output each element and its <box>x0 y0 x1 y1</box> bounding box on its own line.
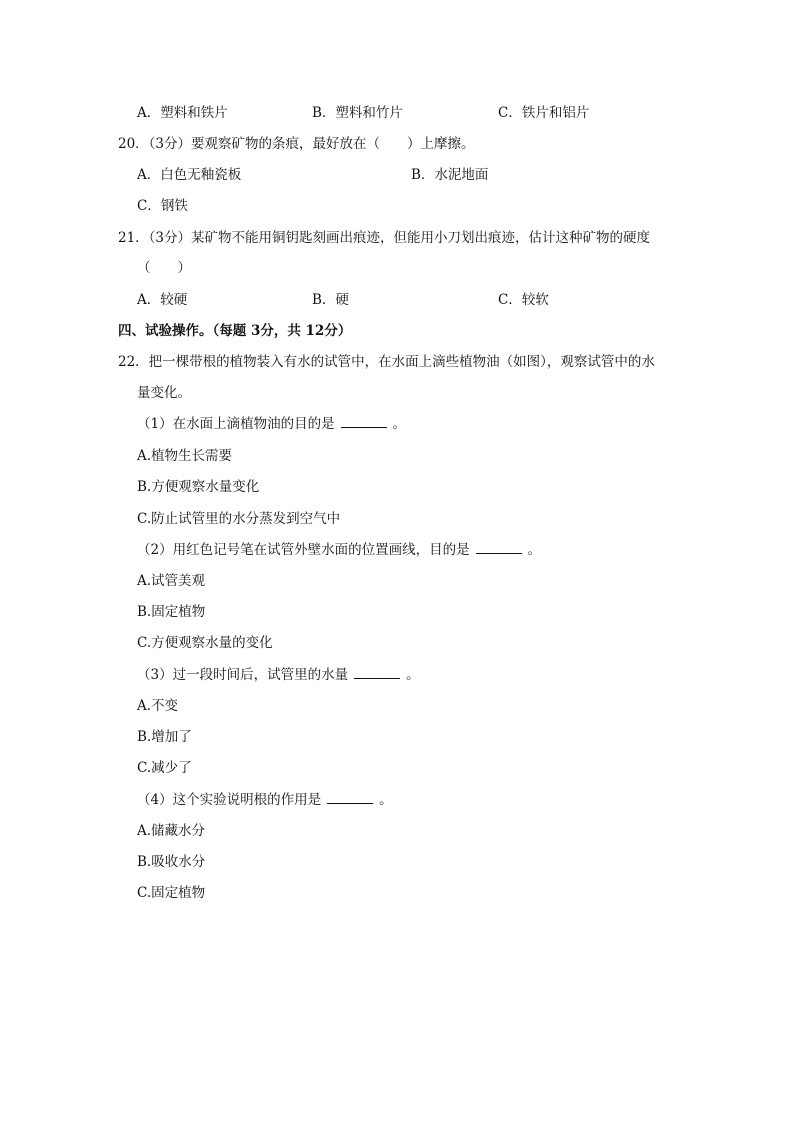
q21-option-a: A．较硬 <box>137 292 188 308</box>
q22-sub1-option-c: C.防止试管里的水分蒸发到空气中 <box>137 511 341 527</box>
q20-option-b: B．水泥地面 <box>411 167 489 183</box>
q22-sub1-text: （1）在水面上滴植物油的目的是 <box>137 416 335 432</box>
answer-blank[interactable] <box>354 666 400 679</box>
q22-sub1-option-a: A.植物生长需要 <box>137 448 233 464</box>
q22-sub2-option-a: A.试管美观 <box>137 573 206 589</box>
answer-blank[interactable] <box>341 415 387 428</box>
q22-sub3-end: 。 <box>406 667 420 683</box>
q22-sub2-text: （2）用红色记号笔在试管外壁水面的位置画线，目的是 <box>137 542 470 558</box>
q21-stem-line1: 21．（3分）某矿物不能用铜钥匙刻画出痕迹，但能用小刀划出痕迹，估计这种矿物的硬度 <box>118 230 651 246</box>
q22-sub2-option-c: C.方便观察水量的变化 <box>137 635 273 651</box>
q19-option-c: C．铁片和铝片 <box>498 105 590 121</box>
q22-sub4-option-b: B.吸收水分 <box>137 854 206 870</box>
answer-blank[interactable] <box>476 541 522 554</box>
q20-option-a: A．白色无釉瓷板 <box>137 167 242 183</box>
q22-sub4-end: 。 <box>379 792 393 808</box>
q22-stem-line1: 22．把一棵带根的植物装入有水的试管中，在水面上滴些植物油（如图），观察试管中的水 <box>118 354 655 370</box>
q22-sub2-stem <box>137 541 541 559</box>
q19-option-b: B．塑料和竹片 <box>312 105 403 121</box>
q22-sub3-text: （3）过一段时间后，试管里的水量 <box>137 667 349 683</box>
q20-stem: 20．（3分）要观察矿物的条痕，最好放在（ ）上摩擦。 <box>118 136 475 152</box>
q22-sub3-option-c: C.减少了 <box>137 760 192 776</box>
q22-sub1-stem <box>137 415 406 433</box>
section-heading: 四、试验操作。（每题 3分，共 12分） <box>118 323 352 339</box>
q22-stem-line2: 量变化。 <box>137 385 191 401</box>
q21-option-b: B．硬 <box>312 292 349 308</box>
q22-sub4-text: （4）这个实验说明根的作用是 <box>137 792 322 808</box>
q21-option-c: C．较软 <box>498 292 549 308</box>
q21-stem-line2: （ ） <box>137 260 191 276</box>
q22-sub1-option-b: B.方便观察水量变化 <box>137 479 260 495</box>
q20-option-c: C．钢铁 <box>137 198 188 214</box>
q22-sub1-end: 。 <box>392 416 407 432</box>
q22-sub3-option-a: A.不变 <box>137 698 179 714</box>
q22-sub4-stem <box>137 791 393 809</box>
q19-option-a: A．塑料和铁片 <box>137 105 228 121</box>
q22-sub4-option-a: A.储藏水分 <box>137 823 206 839</box>
q22-sub3-option-b: B.增加了 <box>137 729 192 745</box>
q22-sub2-end: 。 <box>527 542 542 558</box>
q22-sub2-option-b: B.固定植物 <box>137 604 206 620</box>
q22-sub3-stem <box>137 666 420 684</box>
q22-sub4-option-c: C.固定植物 <box>137 885 206 901</box>
answer-blank[interactable] <box>327 791 373 804</box>
